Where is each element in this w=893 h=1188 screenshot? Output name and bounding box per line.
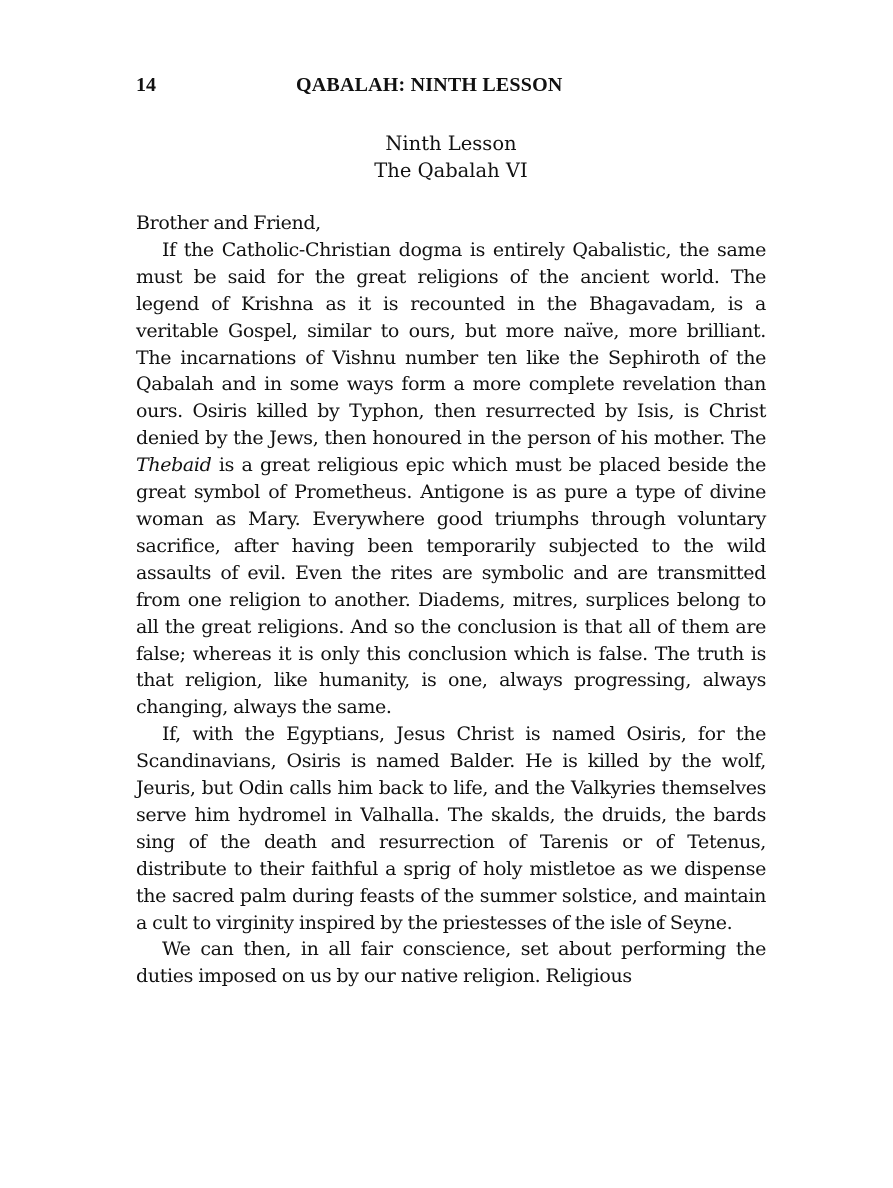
paragraph-3: We can then, in all fair conscience, set about performing the duties imposed on us by our native religion. Religious bbox=[136, 938, 766, 988]
running-header bbox=[136, 74, 776, 100]
lesson-title: Ninth Lesson bbox=[385, 132, 517, 155]
paragraph-2: If, with the Egyptians, Jesus Christ is named Osiris, for the Scandinavians, Osiris is named Balder. He is killed by the wolf, Jeuris, but Odin calls him back to life, and the Valkyries themselves serve him hydromel in Valhalla. The skalds, the druids, the bards sing of the death and resurrection of Tarenis or of Tetenus, distribute to their faithful a sprig of holy mistletoe as we dispense the sacred palm during feasts of the summer solstice, and maintain a cult to virginity inspired by the priestesses of the isle of Seyne. bbox=[136, 723, 766, 934]
page-number: 14 bbox=[136, 74, 156, 96]
paragraph-1-part-b: is a great religious epic which must be placed beside the great symbol of Prometheus. Antigone is as pure a type of divine woman as Mary. Everywhere good triumphs through voluntary sacrifice, after having been temporarily subjected to the wild assaults of evil. Even the rites are symbolic and are transmitted from one religion to another. Diadems, mitres, surplices belong to all the great religions. And so the conclusion is that all of them are false; whereas it is only this conclusion which is false. The truth is that religion, like humanity, is one, always progressing, always changing, always the same. bbox=[136, 454, 766, 719]
lesson-subtitle: The Qabalah VI bbox=[374, 159, 528, 182]
lesson-heading bbox=[136, 130, 766, 184]
salutation: Brother and Friend, bbox=[136, 212, 321, 234]
paragraph-1 bbox=[136, 237, 766, 721]
running-title: QABALAH: NINTH LESSON bbox=[296, 74, 563, 96]
thebaid-italic: Thebaid bbox=[136, 454, 212, 477]
body-text bbox=[136, 210, 766, 990]
paragraph-1-part-a: If the Catholic-Christian dogma is entirely Qabalistic, the same must be said for the great religions of the ancient world. The legend of Krishna as it is recounted in the Bhagavadam, is a veritable Gospel, similar to ours, but more naïve, more brilliant. The incarnations of Vishnu number ten like the Sephiroth of the Qabalah and in some ways form a more complete revelation than ours. Osiris killed by Typhon, then resurrected by Isis, is Christ denied by the Jews, then honoured in the person of his mother. The bbox=[136, 238, 766, 450]
